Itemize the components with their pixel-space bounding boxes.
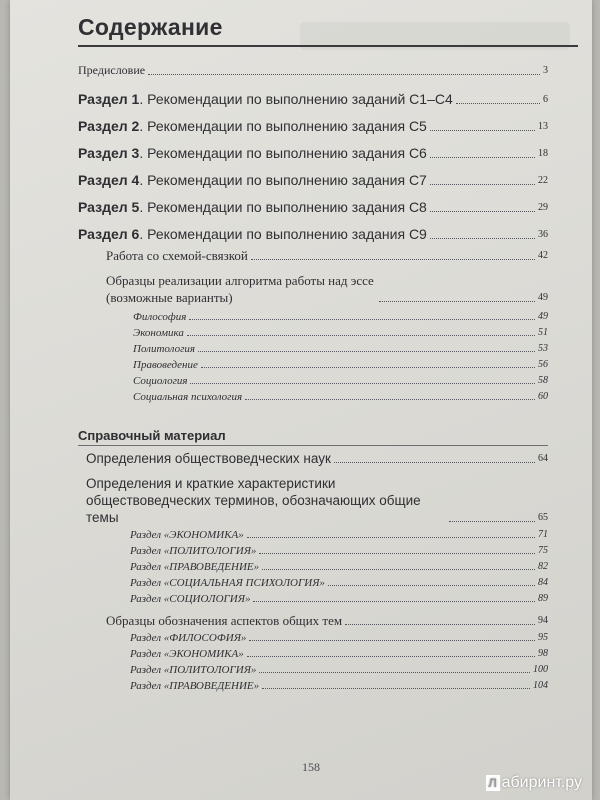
toc-page-number: 100	[533, 664, 548, 675]
toc-page-number: 18	[538, 148, 548, 159]
toc-label: Раздел «ЭКОНОМИКА»	[130, 648, 244, 660]
toc-page-number: 98	[538, 648, 548, 659]
toc-page-number: 65	[538, 512, 548, 523]
toc-label: Образцы реализации алгоритма работы над эссе (возможные варианты)	[106, 273, 374, 305]
section-title: . Рекомендации по выполнению задания С8	[139, 199, 427, 215]
toc-label: Раздел «ЭКОНОМИКА»	[130, 529, 244, 541]
toc-page-number: 89	[538, 593, 548, 604]
toc-row-preface	[78, 62, 548, 79]
toc-page-number: 36	[538, 229, 548, 240]
toc-label	[78, 199, 427, 216]
toc-page-number: 104	[533, 680, 548, 691]
toc-label: Предисловие	[78, 63, 146, 77]
toc-label	[78, 145, 427, 162]
leader-dots	[259, 552, 535, 554]
toc-row-essay	[106, 272, 548, 306]
leader-dots	[187, 334, 535, 336]
section-prefix: Раздел 3	[78, 145, 140, 161]
leader-dots	[456, 102, 540, 104]
toc-label: Философия	[133, 311, 187, 323]
toc-page-number: 75	[538, 545, 548, 556]
leader-dots	[379, 300, 535, 302]
leader-dots	[259, 671, 530, 673]
toc-label: Социология	[133, 375, 188, 387]
toc-label: Определения обществоведческих наук	[86, 451, 331, 466]
leader-dots	[345, 623, 535, 625]
leader-dots	[328, 584, 535, 586]
toc-page-number: 95	[538, 632, 548, 643]
section-title: . Рекомендации по выполнению задания С5	[139, 118, 427, 134]
section-title: . Рекомендации по выполнению задания С6	[139, 145, 427, 161]
leader-dots	[245, 398, 535, 400]
leader-dots	[201, 366, 535, 368]
toc-label: Экономика	[133, 327, 184, 339]
toc-page-number: 94	[538, 615, 548, 626]
leader-dots	[430, 156, 535, 158]
toc-row-essay-item	[133, 310, 548, 324]
toc-page-number: 82	[538, 561, 548, 572]
toc-label: Раздел «СОЦИАЛЬНАЯ ПСИХОЛОГИЯ»	[130, 577, 325, 589]
toc-label: Раздел «ПОЛИТОЛОГИЯ»	[130, 664, 257, 676]
toc-row-terms-item	[130, 560, 548, 574]
leader-dots	[262, 687, 530, 689]
toc-label: Определения и краткие характеристики обществоведческих терминов, обозначающих общие темы	[86, 476, 421, 525]
toc-page-number: 71	[538, 529, 548, 540]
leader-dots	[430, 129, 535, 131]
leader-dots	[148, 73, 540, 75]
toc-row-essay-item	[133, 326, 548, 340]
toc-row-essay-item	[133, 374, 548, 388]
toc-page-number: 84	[538, 577, 548, 588]
toc-row-terms-item	[130, 592, 548, 606]
toc-page-number: 53	[538, 343, 548, 354]
section-prefix: Раздел 1	[78, 91, 140, 107]
toc-row-scheme	[106, 247, 548, 264]
table-of-contents	[78, 62, 548, 695]
toc-label: Раздел «ПРАВОВЕДЕНИЕ»	[130, 561, 260, 573]
toc-row-section-4	[78, 172, 548, 189]
watermark-text: абиринт.ру	[501, 774, 582, 791]
toc-page-number: 64	[538, 453, 548, 464]
leader-dots	[247, 655, 535, 657]
toc-page-number: 22	[538, 175, 548, 186]
toc-row-section-2	[78, 118, 548, 135]
toc-page-number: 13	[538, 121, 548, 132]
section-prefix: Раздел 2	[78, 118, 140, 134]
toc-page-number: 29	[538, 202, 548, 213]
toc-row-terms	[86, 475, 548, 526]
toc-row-terms-item	[130, 576, 548, 590]
toc-row-aspects-item	[130, 631, 548, 645]
leader-dots	[249, 639, 535, 641]
labirint-logo-icon: Л	[486, 775, 500, 791]
toc-row-essay-item	[133, 390, 548, 404]
toc-label: Раздел «ФИЛОСОФИЯ»	[130, 632, 247, 644]
toc-row-aspects	[106, 612, 548, 629]
section-title: . Рекомендации по выполнению задания С9	[139, 226, 427, 242]
toc-label: Социальная психология	[133, 391, 243, 403]
leader-dots	[253, 600, 535, 602]
toc-label: Работа со схемой-связкой	[106, 248, 248, 263]
leader-dots	[262, 568, 535, 570]
toc-page-number: 3	[543, 65, 548, 76]
toc-page-number: 60	[538, 391, 548, 402]
toc-row-essay-item	[133, 342, 548, 356]
toc-page-number: 49	[538, 292, 548, 303]
toc-label: Образцы обозначения аспектов общих тем	[106, 613, 343, 628]
toc-page-number: 42	[538, 250, 548, 261]
toc-row-essay-item	[133, 358, 548, 372]
toc-row-definitions	[86, 450, 548, 467]
watermark	[486, 774, 582, 792]
toc-page-number: 6	[543, 94, 548, 105]
leader-dots	[430, 237, 535, 239]
toc-label: Раздел «СОЦИОЛОГИЯ»	[130, 593, 251, 605]
leader-dots	[430, 210, 535, 212]
leader-dots	[251, 258, 535, 260]
section-title: . Рекомендации по выполнению задания С7	[139, 172, 427, 188]
leader-dots	[189, 318, 535, 320]
section-title: . Рекомендации по выполнению заданий С1–С4	[139, 91, 453, 107]
toc-row-section-5	[78, 199, 548, 216]
toc-page-number: 51	[538, 327, 548, 338]
section-prefix: Раздел 5	[78, 199, 140, 215]
toc-row-terms-item	[130, 528, 548, 542]
toc-label	[78, 118, 427, 135]
toc-label: Правоведение	[133, 359, 198, 371]
leader-dots	[190, 382, 535, 384]
leader-dots	[198, 350, 535, 352]
toc-row-terms-item	[130, 544, 548, 558]
toc-label	[78, 172, 427, 189]
toc-row-aspects-item	[130, 663, 548, 677]
section-prefix: Раздел 4	[78, 172, 140, 188]
leader-dots	[449, 520, 535, 522]
toc-row-section-3	[78, 145, 548, 162]
page-title: Содержание	[78, 14, 578, 47]
toc-label: Политология	[133, 343, 195, 355]
toc-page-number: 56	[538, 359, 548, 370]
toc-page-number: 58	[538, 375, 548, 386]
leader-dots	[334, 461, 535, 463]
toc-row-section-1	[78, 91, 548, 108]
toc-row-section-6	[78, 226, 548, 243]
toc-label	[78, 226, 427, 243]
book-page	[10, 0, 592, 800]
toc-row-aspects-item	[130, 679, 548, 693]
toc-label	[78, 91, 453, 108]
leader-dots	[247, 536, 535, 538]
section-prefix: Раздел 6	[78, 226, 140, 242]
toc-row-aspects-item	[130, 647, 548, 661]
leader-dots	[430, 183, 535, 185]
page-number: 158	[302, 760, 320, 774]
toc-label: Раздел «ПОЛИТОЛОГИЯ»	[130, 545, 257, 557]
toc-page-number: 49	[538, 311, 548, 322]
toc-label: Раздел «ПРАВОВЕДЕНИЕ»	[130, 680, 260, 692]
reference-heading: Справочный материал	[78, 428, 548, 446]
